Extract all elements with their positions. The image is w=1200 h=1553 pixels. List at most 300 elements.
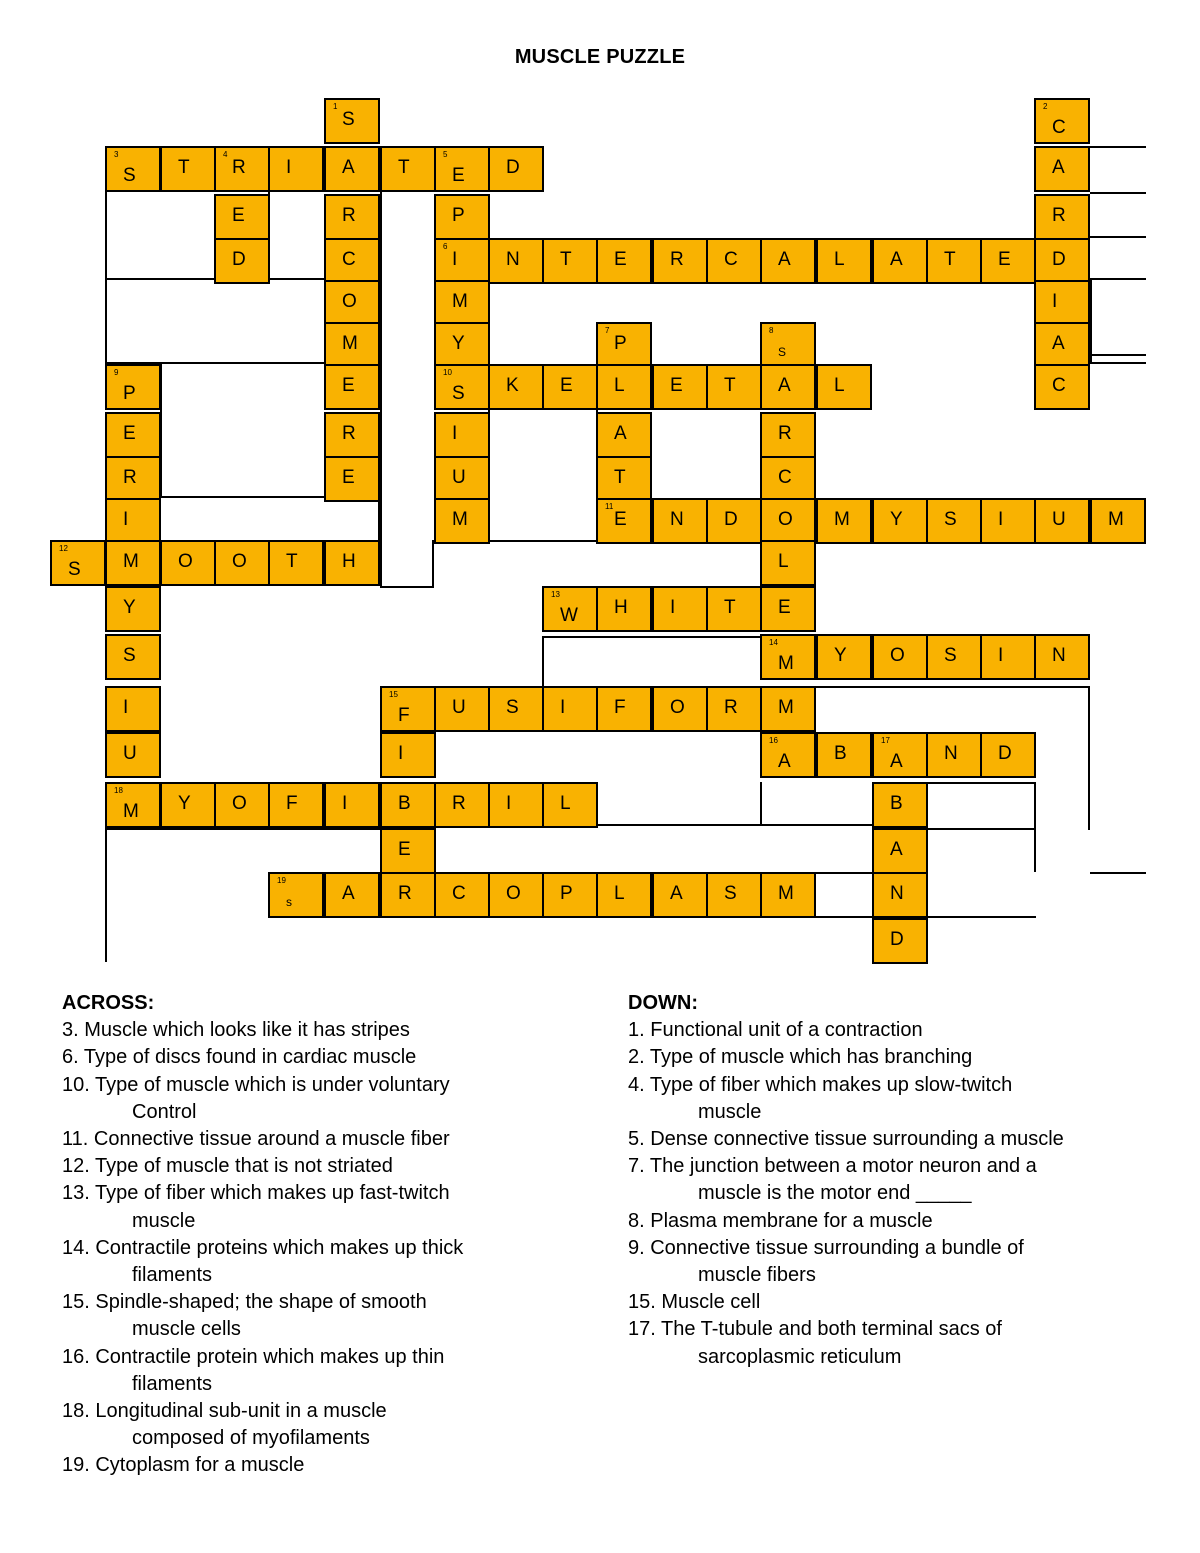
crossword-cell[interactable] bbox=[706, 686, 762, 732]
crossword-cell[interactable] bbox=[596, 686, 652, 732]
cell-letter: R bbox=[232, 157, 246, 178]
crossword-cell[interactable] bbox=[652, 686, 708, 732]
crossword-cell[interactable] bbox=[105, 456, 161, 502]
clue-text: 4. Type of fiber which makes up slow-twitch bbox=[628, 1073, 1013, 1096]
crossword-cell[interactable] bbox=[760, 540, 816, 586]
grid-line bbox=[380, 192, 382, 588]
crossword-cell[interactable] bbox=[706, 238, 762, 284]
cell-letter: E bbox=[614, 509, 627, 530]
crossword-cell[interactable] bbox=[268, 782, 324, 828]
crossword-cell[interactable] bbox=[706, 498, 762, 544]
grid-line bbox=[105, 828, 107, 962]
crossword-cell[interactable] bbox=[105, 498, 161, 544]
cell-letter: M bbox=[123, 801, 139, 822]
crossword-cell[interactable] bbox=[816, 732, 872, 778]
crossword-cell[interactable] bbox=[1034, 498, 1090, 544]
cell-letter: N bbox=[944, 743, 958, 764]
crossword-cell[interactable] bbox=[872, 732, 928, 778]
cell-letter: R bbox=[342, 205, 356, 226]
cell-letter: I bbox=[123, 509, 129, 530]
crossword-cell[interactable] bbox=[596, 322, 652, 368]
clue-item bbox=[62, 1289, 582, 1343]
crossword-cell[interactable] bbox=[760, 498, 816, 544]
cell-letter: S bbox=[452, 383, 465, 404]
clue-number: 6 bbox=[443, 242, 448, 251]
clue-number: 10 bbox=[443, 368, 452, 377]
cell-letter: T bbox=[724, 597, 736, 618]
crossword-cell[interactable] bbox=[488, 364, 544, 410]
crossword-cell[interactable] bbox=[980, 498, 1036, 544]
crossword-cell[interactable] bbox=[760, 872, 816, 918]
grid-line bbox=[1090, 236, 1146, 238]
cell-letter: F bbox=[398, 705, 410, 726]
cell-letter: O bbox=[890, 645, 905, 666]
cell-letter: T bbox=[286, 551, 298, 572]
crossword-cell[interactable] bbox=[324, 782, 380, 828]
crossword-cell[interactable] bbox=[872, 634, 928, 680]
crossword-cell[interactable] bbox=[434, 498, 490, 544]
cell-letter: T bbox=[944, 249, 956, 270]
cell-letter: S bbox=[724, 883, 737, 904]
cell-letter: N bbox=[1052, 645, 1066, 666]
cell-letter: S bbox=[778, 345, 787, 359]
crossword-cell[interactable] bbox=[324, 238, 380, 284]
crossword-cell[interactable] bbox=[434, 238, 490, 284]
clue-text: Control bbox=[132, 1100, 197, 1123]
cell-letter: M bbox=[452, 291, 468, 312]
clue-item bbox=[62, 1452, 582, 1479]
crossword-cell[interactable] bbox=[706, 364, 762, 410]
crossword-cell[interactable] bbox=[268, 540, 324, 586]
cell-letter: W bbox=[560, 605, 578, 626]
cell-letter: L bbox=[834, 375, 845, 396]
crossword-cell[interactable] bbox=[324, 456, 380, 502]
clue-text: muscle bbox=[698, 1100, 762, 1123]
cell-letter: S bbox=[68, 559, 81, 580]
cell-letter: S bbox=[342, 109, 355, 130]
across-clues bbox=[62, 990, 582, 1480]
clue-text: 6. Type of discs found in cardiac muscle bbox=[62, 1046, 417, 1069]
cell-letter: C bbox=[452, 883, 466, 904]
cell-letter: O bbox=[670, 697, 685, 718]
crossword-cell[interactable] bbox=[214, 146, 270, 192]
across-heading: ACROSS: bbox=[62, 992, 155, 1014]
clue-item bbox=[628, 1208, 1168, 1235]
cell-letter: S bbox=[123, 645, 136, 666]
crossword-cell[interactable] bbox=[380, 686, 436, 732]
crossword-cell[interactable] bbox=[1034, 280, 1090, 326]
crossword-cell[interactable] bbox=[324, 280, 380, 326]
cell-letter: A bbox=[890, 839, 903, 860]
crossword-cell[interactable] bbox=[214, 194, 270, 240]
cell-letter: O bbox=[778, 509, 793, 530]
cell-letter: R bbox=[724, 697, 738, 718]
crossword-cell[interactable] bbox=[380, 782, 436, 828]
cell-letter: A bbox=[778, 751, 791, 772]
crossword-cell[interactable] bbox=[380, 828, 436, 874]
cell-letter: C bbox=[1052, 117, 1066, 138]
clue-item bbox=[628, 1153, 1168, 1207]
clue-text: 9. Connective tissue surrounding a bundle of bbox=[628, 1236, 1024, 1259]
cell-letter: D bbox=[232, 249, 246, 270]
cell-letter: I bbox=[506, 793, 512, 814]
cell-letter: M bbox=[778, 697, 794, 718]
crossword-cell[interactable] bbox=[105, 732, 161, 778]
crossword-cell[interactable] bbox=[872, 828, 928, 874]
cell-letter: L bbox=[614, 883, 625, 904]
cell-letter: E bbox=[398, 839, 411, 860]
cell-letter: E bbox=[232, 205, 245, 226]
cell-letter: B bbox=[398, 793, 411, 814]
clue-number: 1 bbox=[333, 102, 338, 111]
crossword-cell[interactable] bbox=[105, 412, 161, 458]
clue-text: muscle is the motor end _____ bbox=[698, 1182, 972, 1205]
crossword-cell[interactable] bbox=[488, 872, 544, 918]
clue-number: 13 bbox=[551, 590, 560, 599]
cell-letter: A bbox=[342, 883, 355, 904]
clue-number: 19 bbox=[277, 876, 286, 885]
crossword-cell[interactable] bbox=[926, 732, 982, 778]
clue-text: 11. Connective tissue around a muscle fiber bbox=[62, 1128, 450, 1151]
grid-line bbox=[816, 686, 1090, 688]
cell-letter: C bbox=[1052, 375, 1066, 396]
clue-text: 15. Muscle cell bbox=[628, 1291, 761, 1314]
cell-letter: H bbox=[614, 597, 628, 618]
cell-letter: M bbox=[834, 509, 850, 530]
cell-letter: D bbox=[724, 509, 738, 530]
crossword-cell[interactable] bbox=[760, 364, 816, 410]
cell-letter: E bbox=[560, 375, 573, 396]
crossword-cell[interactable] bbox=[1034, 322, 1090, 368]
crossword-cell[interactable] bbox=[324, 194, 380, 240]
cell-letter: L bbox=[560, 793, 571, 814]
crossword-cell[interactable] bbox=[434, 364, 490, 410]
clue-text: 18. Longitudinal sub-unit in a muscle bbox=[62, 1400, 387, 1423]
crossword-cell[interactable] bbox=[706, 872, 762, 918]
cell-letter: I bbox=[452, 423, 458, 444]
grid-line bbox=[596, 824, 872, 826]
cell-letter: Y bbox=[834, 645, 847, 666]
down-clue-list bbox=[628, 1017, 1168, 1371]
cell-letter: U bbox=[452, 467, 466, 488]
clue-number: 14 bbox=[769, 638, 778, 647]
crossword-cell[interactable] bbox=[652, 586, 708, 632]
cell-letter: N bbox=[506, 249, 520, 270]
crossword-cell[interactable] bbox=[926, 498, 982, 544]
cell-letter: T bbox=[398, 157, 410, 178]
cell-letter: Y bbox=[452, 333, 465, 354]
cell-letter: U bbox=[1052, 509, 1066, 530]
crossword-cell[interactable] bbox=[160, 146, 216, 192]
crossword-cell[interactable] bbox=[434, 322, 490, 368]
clue-item bbox=[62, 1044, 582, 1071]
crossword-cell[interactable] bbox=[324, 146, 380, 192]
crossword-cell[interactable] bbox=[760, 322, 816, 368]
crossword-cell[interactable] bbox=[1034, 146, 1090, 192]
crossword-cell[interactable] bbox=[926, 634, 982, 680]
crossword-cell[interactable] bbox=[980, 634, 1036, 680]
clue-text: 7. The junction between a motor neuron and a bbox=[628, 1155, 1037, 1178]
clue-number: 16 bbox=[769, 736, 778, 745]
crossword-cell[interactable] bbox=[760, 412, 816, 458]
crossword-cell[interactable] bbox=[105, 782, 161, 828]
cell-letter: E bbox=[342, 375, 355, 396]
grid-line bbox=[105, 828, 381, 830]
crossword-cell[interactable] bbox=[268, 146, 324, 192]
cell-letter: C bbox=[778, 467, 792, 488]
cell-letter: I bbox=[452, 249, 458, 270]
crossword-cell[interactable] bbox=[160, 540, 216, 586]
crossword-cell[interactable] bbox=[542, 782, 598, 828]
crossword-cell[interactable] bbox=[160, 782, 216, 828]
crossword-cell[interactable] bbox=[760, 686, 816, 732]
crossword-cell[interactable] bbox=[542, 364, 598, 410]
cell-letter: I bbox=[560, 697, 566, 718]
crossword-cell[interactable] bbox=[760, 732, 816, 778]
crossword-cell[interactable] bbox=[105, 146, 161, 192]
cell-letter: R bbox=[398, 883, 412, 904]
crossword-cell[interactable] bbox=[816, 364, 872, 410]
crossword-cell[interactable] bbox=[488, 146, 544, 192]
crossword-cell[interactable] bbox=[105, 634, 161, 680]
clue-text: muscle bbox=[132, 1209, 196, 1232]
cell-letter: T bbox=[560, 249, 572, 270]
cell-letter: N bbox=[890, 883, 904, 904]
crossword-cell[interactable] bbox=[1090, 498, 1146, 544]
cell-letter: R bbox=[342, 423, 356, 444]
clue-text: 14. Contractile proteins which makes up thick bbox=[62, 1236, 464, 1259]
cell-letter: A bbox=[670, 883, 683, 904]
clue-text: 19. Cytoplasm for a muscle bbox=[62, 1454, 305, 1477]
crossword-cell[interactable] bbox=[542, 686, 598, 732]
crossword-cell[interactable] bbox=[434, 146, 490, 192]
cell-letter: T bbox=[614, 467, 626, 488]
clue-item bbox=[628, 1316, 1168, 1370]
crossword-cell[interactable] bbox=[872, 498, 928, 544]
clue-number: 9 bbox=[114, 368, 119, 377]
crossword-cell[interactable] bbox=[596, 412, 652, 458]
crossword-cell[interactable] bbox=[596, 498, 652, 544]
cell-letter: E bbox=[123, 423, 136, 444]
crossword-cell[interactable] bbox=[434, 412, 490, 458]
crossword-cell[interactable] bbox=[105, 586, 161, 632]
clue-text: muscle fibers bbox=[698, 1264, 816, 1287]
clue-text: 16. Contractile protein which makes up thin bbox=[62, 1345, 445, 1368]
clue-text: composed of myofilaments bbox=[132, 1427, 370, 1450]
crossword-cell[interactable] bbox=[1034, 238, 1090, 284]
crossword-cell[interactable] bbox=[760, 238, 816, 284]
cell-letter: E bbox=[452, 165, 465, 186]
crossword-cell[interactable] bbox=[105, 540, 161, 586]
cell-letter: E bbox=[342, 467, 355, 488]
clue-item bbox=[628, 1126, 1168, 1153]
crossword-cell[interactable] bbox=[324, 412, 380, 458]
cell-letter: A bbox=[1052, 157, 1065, 178]
crossword-cell[interactable] bbox=[214, 540, 270, 586]
cell-letter: S bbox=[506, 697, 519, 718]
cell-letter: R bbox=[123, 467, 137, 488]
grid-line bbox=[1034, 782, 1036, 872]
crossword-cell[interactable] bbox=[214, 782, 270, 828]
clue-number: 17 bbox=[881, 736, 890, 745]
cell-letter: Y bbox=[890, 509, 903, 530]
cell-letter: O bbox=[232, 793, 247, 814]
cell-letter: M bbox=[1108, 509, 1124, 530]
cell-letter: R bbox=[670, 249, 684, 270]
crossword-cell[interactable] bbox=[380, 146, 436, 192]
crossword-cell[interactable] bbox=[324, 322, 380, 368]
cell-letter: L bbox=[834, 249, 845, 270]
clue-item bbox=[62, 1180, 582, 1234]
cell-letter: D bbox=[998, 743, 1012, 764]
grid-line bbox=[1090, 354, 1146, 356]
clue-item bbox=[62, 1235, 582, 1289]
grid-line bbox=[1090, 278, 1092, 364]
crossword-cell[interactable] bbox=[434, 456, 490, 502]
crossword-cell[interactable] bbox=[652, 364, 708, 410]
cell-letter: F bbox=[286, 793, 298, 814]
crossword-cell[interactable] bbox=[872, 872, 928, 918]
cell-letter: R bbox=[1052, 205, 1066, 226]
grid-line bbox=[1090, 192, 1146, 194]
cell-letter: M bbox=[778, 653, 794, 674]
grid-line bbox=[816, 916, 872, 918]
cell-letter: T bbox=[178, 157, 190, 178]
clue-number: 4 bbox=[223, 150, 228, 159]
cell-letter: E bbox=[670, 375, 683, 396]
crossword-cell[interactable] bbox=[434, 782, 490, 828]
clue-item bbox=[628, 1235, 1168, 1289]
cell-letter: M bbox=[452, 509, 468, 530]
crossword-cell[interactable] bbox=[1034, 364, 1090, 410]
crossword-cell[interactable] bbox=[434, 194, 490, 240]
crossword-cell[interactable] bbox=[324, 540, 380, 586]
clue-item bbox=[62, 1072, 582, 1126]
crossword-cell[interactable] bbox=[760, 586, 816, 632]
crossword-cell[interactable] bbox=[980, 238, 1036, 284]
crossword-cell[interactable] bbox=[50, 540, 106, 586]
clue-number: 12 bbox=[59, 544, 68, 553]
cell-letter: A bbox=[890, 249, 903, 270]
cell-letter: P bbox=[452, 205, 465, 226]
crossword-cell[interactable] bbox=[105, 364, 161, 410]
crossword-cell[interactable] bbox=[760, 634, 816, 680]
crossword-cell[interactable] bbox=[324, 98, 380, 144]
cell-letter: A bbox=[778, 249, 791, 270]
grid-line bbox=[1090, 872, 1146, 874]
crossword-cell[interactable] bbox=[488, 686, 544, 732]
clue-text: 10. Type of muscle which is under voluntary bbox=[62, 1073, 450, 1096]
clue-item bbox=[62, 1344, 582, 1398]
crossword-cell[interactable] bbox=[926, 238, 982, 284]
cell-letter: A bbox=[614, 423, 627, 444]
crossword-cell[interactable] bbox=[488, 782, 544, 828]
crossword-cell[interactable] bbox=[652, 498, 708, 544]
grid-line bbox=[268, 278, 324, 280]
crossword-cell[interactable] bbox=[872, 918, 928, 964]
crossword-cell[interactable] bbox=[105, 686, 161, 732]
crossword-cell[interactable] bbox=[760, 456, 816, 502]
clue-item bbox=[628, 1289, 1168, 1316]
cell-letter: I bbox=[123, 697, 129, 718]
grid-line bbox=[542, 636, 766, 638]
crossword-cell[interactable] bbox=[380, 732, 436, 778]
clue-text: 8. Plasma membrane for a muscle bbox=[628, 1209, 933, 1232]
cell-letter: I bbox=[998, 509, 1004, 530]
cell-letter: A bbox=[342, 157, 355, 178]
cell-letter: O bbox=[342, 291, 357, 312]
cell-letter: S bbox=[123, 165, 136, 186]
grid-line bbox=[926, 916, 1036, 918]
page-title: MUSCLE PUZZLE bbox=[514, 46, 686, 68]
clue-number: 5 bbox=[443, 150, 448, 159]
crossword-cell[interactable] bbox=[434, 872, 490, 918]
crossword-cell[interactable] bbox=[1034, 194, 1090, 240]
crossword-cell[interactable] bbox=[542, 872, 598, 918]
cell-letter: U bbox=[123, 743, 137, 764]
clue-number: 8 bbox=[769, 326, 774, 335]
crossword-cell[interactable] bbox=[542, 238, 598, 284]
down-clues bbox=[628, 990, 1168, 1371]
crossword-cell[interactable] bbox=[652, 872, 708, 918]
crossword-cell[interactable] bbox=[324, 872, 380, 918]
crossword-cell[interactable] bbox=[816, 634, 872, 680]
crossword-cell[interactable] bbox=[872, 782, 928, 828]
cell-letter: S bbox=[944, 509, 957, 530]
cell-letter: C bbox=[724, 249, 738, 270]
crossword-cell[interactable] bbox=[434, 280, 490, 326]
cell-letter: S bbox=[944, 645, 957, 666]
grid-line bbox=[926, 782, 1036, 784]
crossword-cell[interactable] bbox=[596, 238, 652, 284]
crossword-cell[interactable] bbox=[324, 364, 380, 410]
cell-letter: T bbox=[724, 375, 736, 396]
grid-line bbox=[105, 278, 215, 280]
crossword-cell[interactable] bbox=[1034, 634, 1090, 680]
grid-line bbox=[380, 586, 434, 588]
crossword-cell[interactable] bbox=[542, 586, 598, 632]
grid-line bbox=[105, 278, 107, 364]
crossword-cell[interactable] bbox=[214, 238, 270, 284]
cell-letter: O bbox=[506, 883, 521, 904]
cell-letter: N bbox=[670, 509, 684, 530]
crossword-cell[interactable] bbox=[816, 238, 872, 284]
crossword-cell[interactable] bbox=[596, 586, 652, 632]
cell-letter: R bbox=[452, 793, 466, 814]
crossword-cell[interactable] bbox=[706, 586, 762, 632]
clue-text: 15. Spindle-shaped; the shape of smooth bbox=[62, 1291, 427, 1314]
clue-number: 3 bbox=[114, 150, 119, 159]
cell-letter: D bbox=[890, 929, 904, 950]
crossword-cell[interactable] bbox=[488, 238, 544, 284]
crossword-cell[interactable] bbox=[980, 732, 1036, 778]
grid-line bbox=[1090, 278, 1146, 280]
crossword-cell[interactable] bbox=[596, 456, 652, 502]
crossword-cell[interactable] bbox=[434, 686, 490, 732]
crossword-cell[interactable] bbox=[816, 498, 872, 544]
crossword-cell[interactable] bbox=[596, 872, 652, 918]
crossword-cell[interactable] bbox=[380, 872, 436, 918]
crossword-cell[interactable] bbox=[652, 238, 708, 284]
crossword-cell[interactable] bbox=[596, 364, 652, 410]
crossword-cell[interactable] bbox=[1034, 98, 1090, 144]
crossword-cell[interactable] bbox=[268, 872, 324, 918]
cell-letter: M bbox=[342, 333, 358, 354]
down-heading: DOWN: bbox=[628, 992, 698, 1014]
cell-letter: F bbox=[614, 697, 626, 718]
clue-text: muscle cells bbox=[132, 1318, 241, 1341]
crossword-cell[interactable] bbox=[872, 238, 928, 284]
